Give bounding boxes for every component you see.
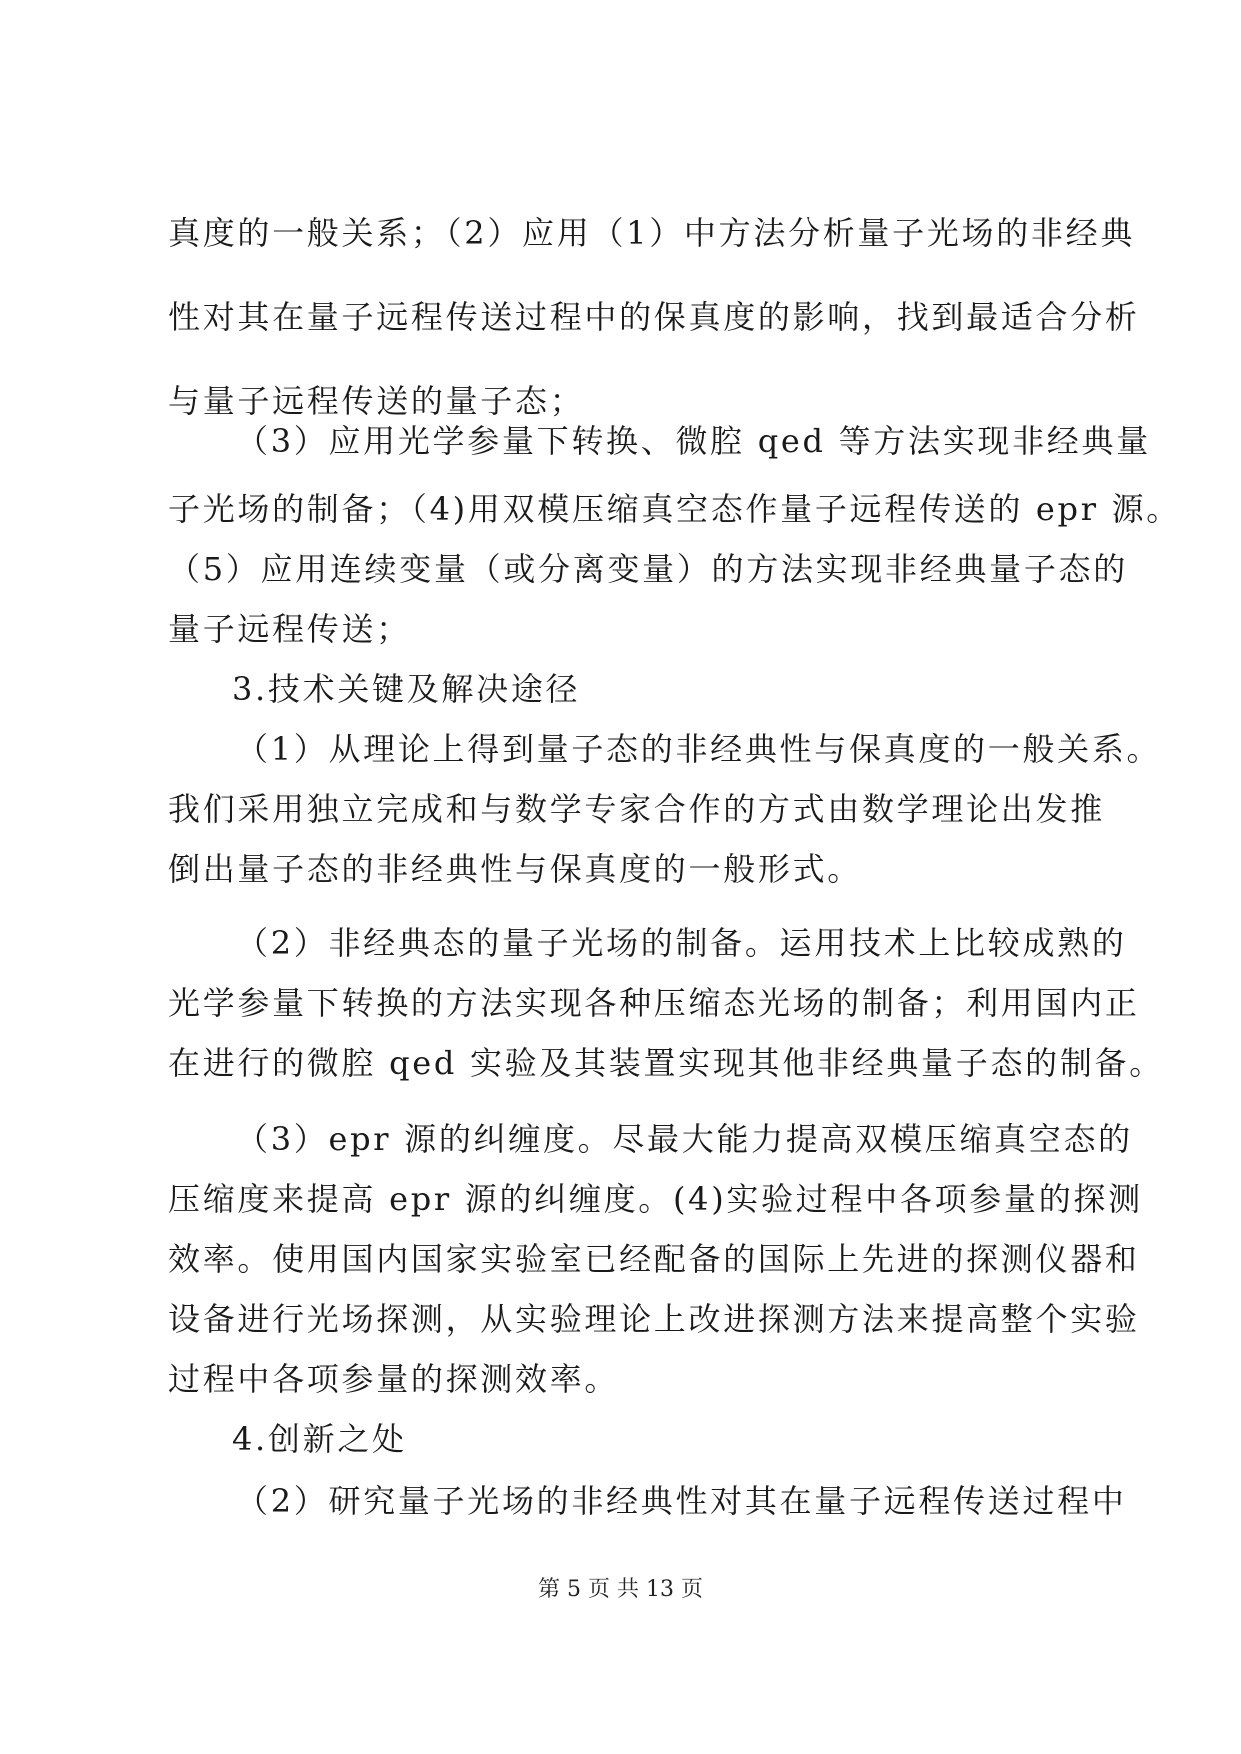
text-line-1: 真度的一般关系；（2）应用（1）中方法分析量子光场的非经典 xyxy=(168,214,1136,252)
text-line-15: （3）epr 源的纠缠度。尽最大能力提高双模压缩真空态的 xyxy=(236,1120,1133,1158)
text-line-18: 设备进行光场探测，从实验理论上改进探测方法来提高整个实验 xyxy=(168,1300,1140,1338)
text-line-5: 子光场的制备；（4)用双模压缩真空态作量子远程传送的 epr 源。 xyxy=(168,490,1182,528)
section-heading-4: 4.创新之处 xyxy=(232,1420,407,1458)
text-line-7: 量子远程传送； xyxy=(168,610,411,648)
text-line-16: 压缩度来提高 epr 源的纠缠度。(4)实验过程中各项参量的探测 xyxy=(168,1180,1143,1218)
page-number-footer: 第 5 页 共 13 页 xyxy=(538,1577,703,1602)
text-line-9: （1）从理论上得到量子态的非经典性与保真度的一般关系。 xyxy=(236,730,1162,768)
text-line-3: 与量子远程传送的量子态； xyxy=(168,382,585,420)
text-line-6: （5）应用连续变量（或分离变量）的方法实现非经典量子态的 xyxy=(168,550,1128,588)
text-line-11: 倒出量子态的非经典性与保真度的一般形式。 xyxy=(168,850,863,888)
text-line-19: 过程中各项参量的探测效率。 xyxy=(168,1360,620,1398)
text-line-21: （2）研究量子光场的非经典性对其在量子远程传送过程中 xyxy=(236,1482,1127,1520)
text-line-17: 效率。使用国内国家实验室已经配备的国际上先进的探测仪器和 xyxy=(168,1240,1140,1278)
text-line-4: （3）应用光学参量下转换、微腔 qed 等方法实现非经典量 xyxy=(236,422,1151,460)
text-line-10: 我们采用独立完成和与数学专家合作的方式由数学理论出发推 xyxy=(168,790,1105,828)
text-line-13: 光学参量下转换的方法实现各种压缩态光场的制备；利用国内正 xyxy=(168,984,1140,1022)
text-line-12: （2）非经典态的量子光场的制备。运用技术上比较成熟的 xyxy=(236,924,1127,962)
text-line-2: 性对其在量子远程传送过程中的保真度的影响，找到最适合分析 xyxy=(168,298,1140,336)
text-line-14: 在进行的微腔 qed 实验及其装置实现其他非经典量子态的制备。 xyxy=(168,1044,1164,1082)
section-heading-3: 3.技术关键及解决途径 xyxy=(232,670,581,708)
